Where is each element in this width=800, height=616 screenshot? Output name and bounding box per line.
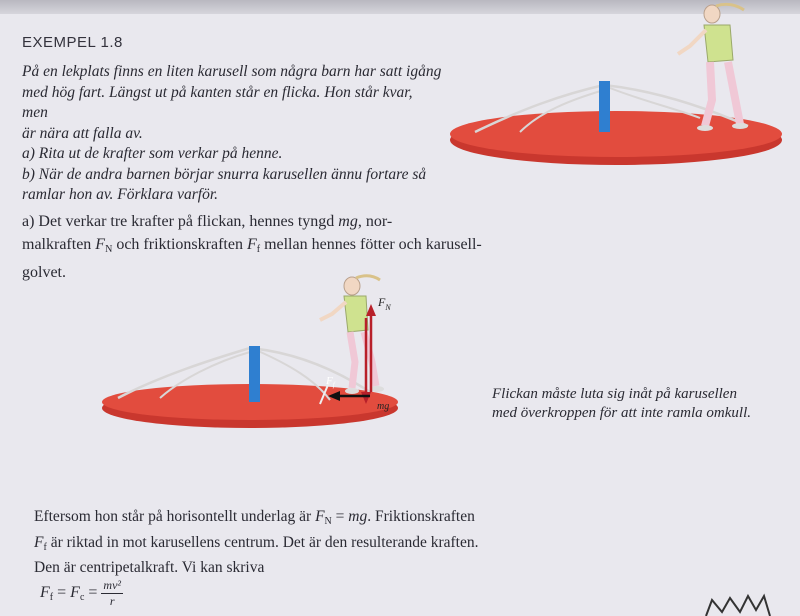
mg-label: mg: [377, 401, 390, 412]
ff-symbol: F: [34, 533, 44, 551]
ff-subscript: f: [256, 244, 261, 255]
mg-symbol: mg: [348, 508, 368, 525]
task-line: med hög fart. Längst ut på kanten står en flicka. Hon står kvar, men: [22, 83, 413, 121]
mg-symbol: mg: [338, 213, 358, 230]
explanation-text-part: Den är centripetalkraft. Vi kan skriva: [34, 559, 265, 576]
explanation-text-part: . Friktionskraften: [367, 508, 475, 525]
caption-line: med överkroppen för att inte ramla omkull.: [492, 405, 751, 421]
formula-mid-sub: c: [79, 592, 85, 604]
equals-sign: =: [331, 508, 349, 525]
fn-label: $F_N$: [378, 295, 391, 312]
task-line: är nära att falla av.: [22, 124, 143, 142]
answer-text: golvet.: [22, 264, 66, 281]
ff-subscript: f: [43, 541, 47, 553]
ff-label: $F_f$: [326, 375, 335, 389]
explanation-text-part: är riktad in mot karusellens centrum. Det är den resulterande kraften.: [46, 533, 479, 551]
answer-text: , nor-: [357, 213, 393, 230]
example-heading: EXEMPEL 1.8: [22, 34, 123, 51]
formula-numerator: mv²: [103, 578, 122, 592]
formula-lhs: F: [40, 584, 50, 602]
formula-equals: =: [53, 584, 71, 602]
task-line: a) Rita ut de krafter som verkar på henne.: [22, 145, 283, 162]
task-line: ramlar hon av. Förklara varför.: [22, 186, 219, 203]
fn-symbol: F: [315, 508, 325, 525]
answer-text: och friktionskraften: [112, 236, 247, 253]
answer-text: a) Det verkar tre krafter på flickan, hennes tyngd: [22, 213, 339, 230]
task-line: På en lekplats finns en liten karusell som några barn har satt igång: [22, 63, 442, 80]
answer-text: malkraften: [22, 236, 96, 253]
fn-symbol: F: [95, 236, 106, 253]
formula-denominator: r: [109, 594, 115, 608]
formula-equals: =: [84, 584, 102, 602]
ff-symbol: F: [246, 236, 257, 253]
fn-subscript: N: [105, 244, 113, 255]
explanation-text-part: Eftersom hon står på horisontellt underlag är: [34, 508, 316, 525]
caption-line: Flickan måste luta sig inåt på karusellen: [492, 386, 737, 402]
formula-mid: F: [70, 584, 80, 602]
task-line: b) När de andra barnen börjar snurra karusellen ännu fortare så: [22, 165, 427, 183]
formula-lhs-sub: f: [49, 592, 54, 604]
answer-text: mellan hennes fötter och karusell-: [260, 236, 482, 253]
fn-subscript: N: [324, 516, 332, 527]
